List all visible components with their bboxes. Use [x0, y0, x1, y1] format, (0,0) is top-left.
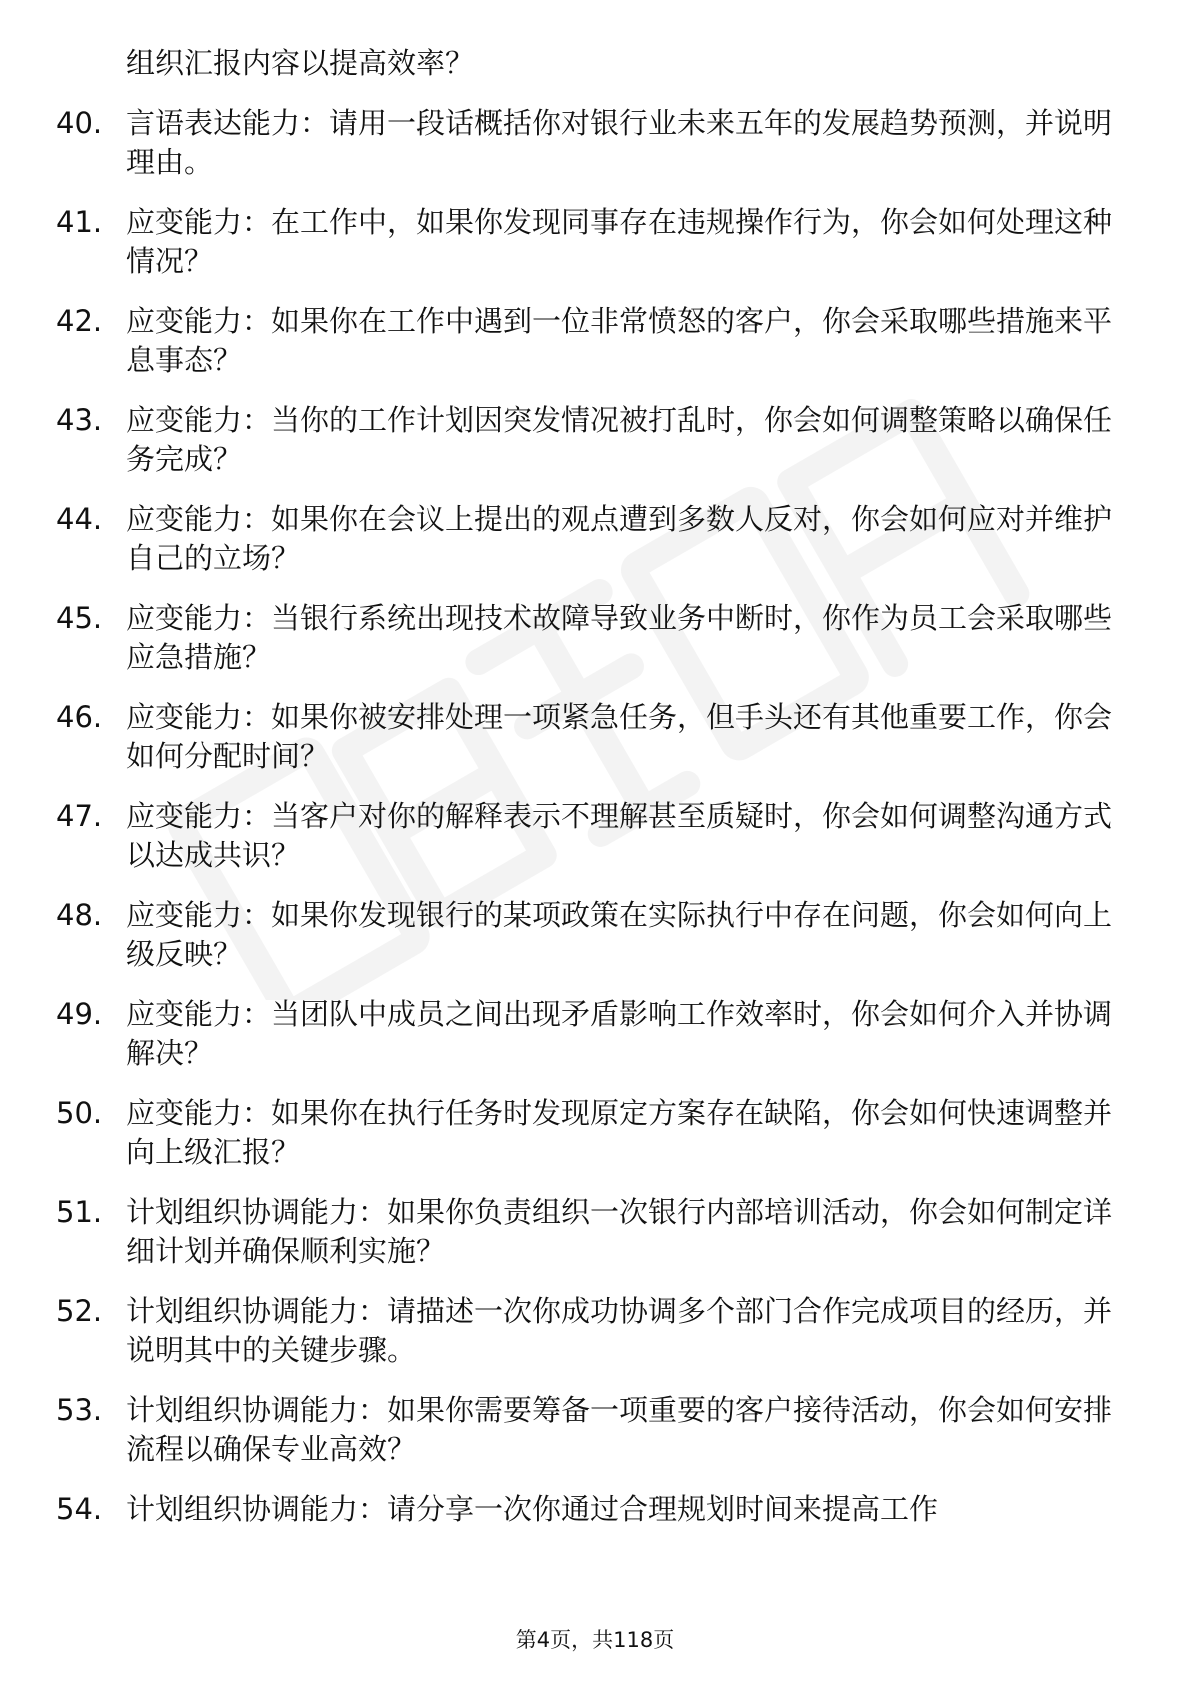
- list-item: [0, 1193, 1190, 1271]
- question-text: 应变能力：当客户对你的解释表示不理解甚至质疑时，你会如何调整沟通方式以达成共识？: [126, 799, 1113, 872]
- question-text: 应变能力：如果你在执行任务时发现原定方案存在缺陷，你会如何快速调整并向上级汇报？: [126, 1096, 1113, 1169]
- question-number: 41.: [56, 205, 103, 239]
- page-number-footer: 第4页，共118页: [515, 1628, 675, 1652]
- list-item: [0, 401, 1190, 479]
- list-item: [0, 797, 1190, 875]
- question-number: 47.: [56, 799, 103, 833]
- question-text: 计划组织协调能力：如果你需要筹备一项重要的客户接待活动，你会如何安排流程以确保专业高效？: [126, 1393, 1113, 1466]
- question-number: 54.: [56, 1492, 103, 1526]
- question-text: 应变能力：在工作中，如果你发现同事存在违规操作行为，你会如何处理这种情况？: [126, 205, 1113, 278]
- list-item: [0, 203, 1190, 281]
- question-number: 43.: [56, 403, 103, 437]
- list-item: [0, 500, 1190, 578]
- list-item: [0, 995, 1190, 1073]
- question-number: 44.: [56, 502, 103, 536]
- question-list: [0, 44, 1190, 1550]
- question-text: 应变能力：如果你在会议上提出的观点遭到多数人反对，你会如何应对并维护自己的立场？: [126, 502, 1113, 575]
- list-item: [0, 1490, 1190, 1529]
- list-item: [0, 302, 1190, 380]
- question-text: 应变能力：当你的工作计划因突发情况被打乱时，你会如何调整策略以确保任务完成？: [126, 403, 1113, 476]
- list-item: [0, 44, 1190, 83]
- list-item: [0, 896, 1190, 974]
- question-text: 应变能力：如果你发现银行的某项政策在实际执行中存在问题，你会如何向上级反映？: [126, 898, 1113, 971]
- list-item: [0, 104, 1190, 182]
- question-text: 应变能力：当团队中成员之间出现矛盾影响工作效率时，你会如何介入并协调解决？: [126, 997, 1113, 1070]
- list-item: [0, 1094, 1190, 1172]
- question-text: 应变能力：如果你被安排处理一项紧急任务，但手头还有其他重要工作，你会如何分配时间？: [126, 700, 1113, 773]
- list-item: [0, 1292, 1190, 1370]
- question-number: 50.: [56, 1096, 103, 1130]
- question-number: 40.: [56, 106, 103, 140]
- question-number: 48.: [56, 898, 103, 932]
- question-number: 42.: [56, 304, 103, 338]
- list-item: [0, 1391, 1190, 1469]
- question-text: 言语表达能力：请用一段话概括你对银行业未来五年的发展趋势预测，并说明理由。: [126, 106, 1113, 179]
- question-number: 49.: [56, 997, 103, 1031]
- question-number: 45.: [56, 601, 103, 635]
- list-item: [0, 698, 1190, 776]
- question-number: 53.: [56, 1393, 103, 1427]
- question-text: 组织汇报内容以提高效率？: [126, 46, 475, 80]
- question-number: 52.: [56, 1294, 103, 1328]
- list-item: [0, 599, 1190, 677]
- question-text: 应变能力：当银行系统出现技术故障导致业务中断时，你作为员工会采取哪些应急措施？: [126, 601, 1113, 674]
- question-text: 计划组织协调能力：如果你负责组织一次银行内部培训活动，你会如何制定详细计划并确保顺利实施？: [126, 1195, 1113, 1268]
- question-text: 应变能力：如果你在工作中遇到一位非常愤怒的客户，你会采取哪些措施来平息事态？: [126, 304, 1113, 377]
- question-text: 计划组织协调能力：请描述一次你成功协调多个部门合作完成项目的经历，并说明其中的关键步骤。: [126, 1294, 1113, 1367]
- question-text: 计划组织协调能力：请分享一次你通过合理规划时间来提高工作: [126, 1492, 939, 1526]
- question-number: 46.: [56, 700, 103, 734]
- question-number: 51.: [56, 1195, 103, 1229]
